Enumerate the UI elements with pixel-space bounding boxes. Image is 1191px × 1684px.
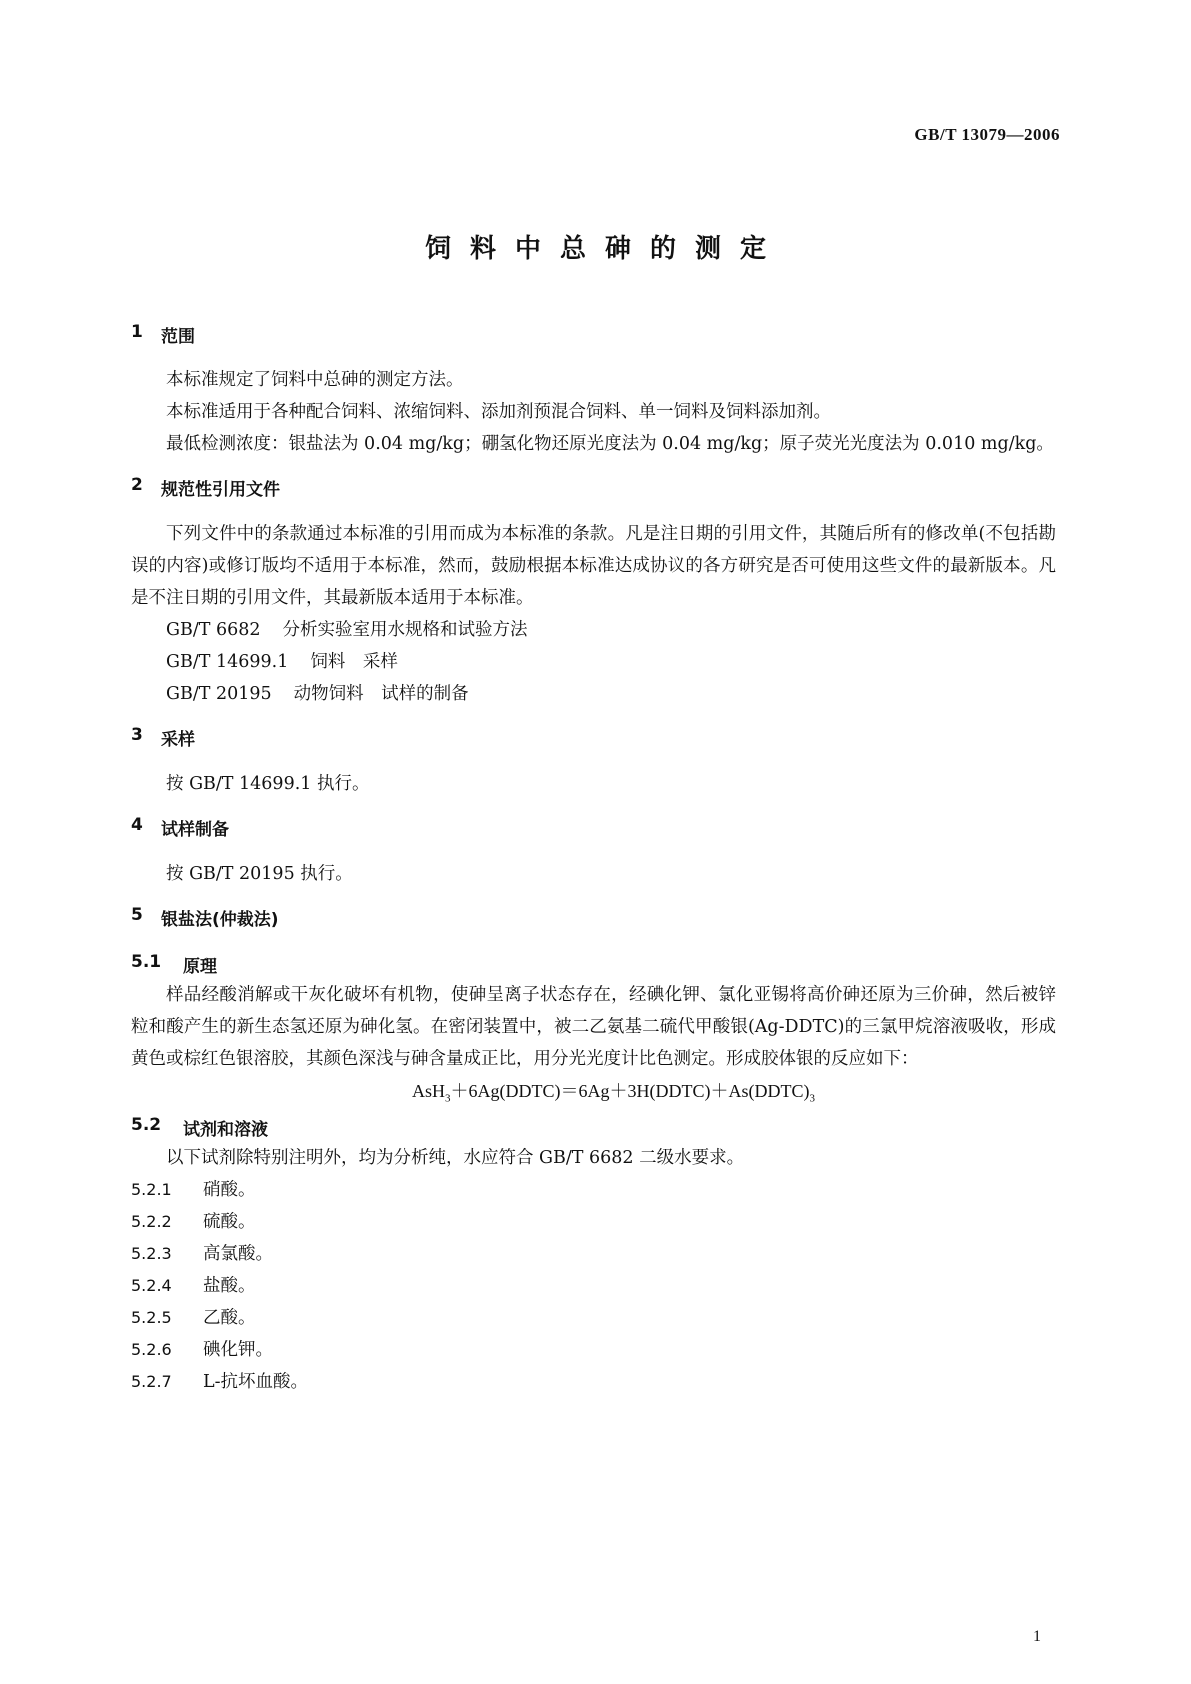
item-text: 高氯酸。 bbox=[203, 1243, 273, 1264]
section-title: 采样 bbox=[161, 730, 195, 750]
list-item bbox=[131, 1206, 1056, 1238]
formula-part: ＋6Ag(DDTC)＝6Ag＋3H(DDTC)＋As(DDTC) bbox=[450, 1081, 810, 1101]
reference-name: 动物饲料 试样的制备 bbox=[293, 684, 469, 704]
section-title: 银盐法(仲裁法) bbox=[161, 910, 279, 930]
item-text: 硝酸。 bbox=[203, 1179, 256, 1200]
paragraph: 以下试剂除特别注明外，均为分析纯，水应符合 GB/T 6682 二级水要求。 bbox=[166, 1147, 745, 1168]
reference-item bbox=[131, 678, 1056, 710]
item-text: 硫酸。 bbox=[203, 1211, 256, 1232]
section-number: 1 bbox=[131, 322, 143, 342]
list-item bbox=[131, 1270, 1056, 1302]
document-body bbox=[131, 322, 1056, 1398]
item-number: 5.2.7 bbox=[131, 1371, 172, 1391]
item-number: 5.2.4 bbox=[131, 1275, 172, 1295]
reference-item bbox=[131, 646, 1056, 678]
list-item bbox=[131, 1334, 1056, 1366]
paragraph: 按 GB/T 14699.1 执行。 bbox=[166, 774, 370, 794]
reaction-formula bbox=[131, 1075, 1056, 1115]
section-4-heading bbox=[131, 815, 1056, 840]
list-item bbox=[131, 1302, 1056, 1334]
item-text: 乙酸。 bbox=[203, 1307, 256, 1328]
section-2-heading bbox=[131, 475, 1056, 500]
formula-subscript: 3 bbox=[809, 1092, 815, 1105]
subsection-5-2-heading bbox=[131, 1115, 1056, 1140]
item-number: 5.2.6 bbox=[131, 1339, 172, 1359]
paragraph: 下列文件中的条款通过本标准的引用而成为本标准的条款。凡是注日期的引用文件，其随后所有的修改单(不包括勘误的内容)或修订版均不适用于本标准，然而，鼓励根据本标准达成协议的各方研究是否可使用这些文件的最新版本。凡是不注日期的引用文件，其最新版本适用于本标准。 bbox=[131, 524, 1056, 608]
section-number: 3 bbox=[131, 725, 143, 745]
paragraph: 按 GB/T 20195 执行。 bbox=[166, 864, 353, 884]
item-number: 5.2.2 bbox=[131, 1211, 172, 1231]
reference-code: GB/T 6682 bbox=[166, 620, 261, 640]
item-number: 5.2.5 bbox=[131, 1307, 172, 1327]
paragraph: 本标准适用于各种配合饲料、浓缩饲料、添加剂预混合饲料、单一饲料及饲料添加剂。 bbox=[166, 402, 831, 422]
subsection-title: 原理 bbox=[183, 957, 217, 977]
item-number: 5.2.1 bbox=[131, 1179, 172, 1199]
document-title: 饲料中总砷的测定 bbox=[424, 234, 785, 264]
section-3-heading bbox=[131, 725, 1056, 750]
section-number: 5 bbox=[131, 905, 143, 925]
paragraph: 最低检测浓度：银盐法为 0.04 mg/kg；硼氢化物还原光度法为 0.04 mg/kg；原子荧光光度法为 0.010 mg/kg。 bbox=[166, 434, 1054, 454]
reference-name: 分析实验室用水规格和试验方法 bbox=[282, 620, 528, 640]
section-1-heading bbox=[131, 322, 1056, 347]
list-item bbox=[131, 1238, 1056, 1270]
section-number: 2 bbox=[131, 475, 143, 495]
section-5-heading bbox=[131, 905, 1056, 930]
paragraph: 样品经酸消解或干灰化破坏有机物，使砷呈离子状态存在，经碘化钾、氯化亚锡将高价砷还原为三价砷，然后被锌粒和酸产生的新生态氢还原为砷化氢。在密闭装置中，被二乙氨基二硫代甲酸银(Ag-DDTC)的三氯甲烷溶液吸收，形成黄色或棕红色银溶胶，其颜色深浅与砷含量成正比，用分光光度计比色测定。形成胶体银的反应如下： bbox=[131, 985, 1056, 1069]
subsection-number: 5.2 bbox=[131, 1114, 162, 1135]
section-title: 规范性引用文件 bbox=[161, 480, 280, 500]
paragraph: 本标准规定了饲料中总砷的测定方法。 bbox=[166, 370, 464, 390]
section-number: 4 bbox=[131, 815, 143, 835]
list-item bbox=[131, 1174, 1056, 1206]
page-number: 1 bbox=[1033, 1628, 1041, 1645]
list-item bbox=[131, 1366, 1056, 1398]
subsection-title: 试剂和溶液 bbox=[183, 1119, 268, 1140]
item-text: L-抗坏血酸。 bbox=[203, 1371, 309, 1392]
formula-subscript: 3 bbox=[445, 1092, 451, 1105]
reference-name: 饲料 采样 bbox=[310, 652, 398, 672]
section-title: 范围 bbox=[161, 327, 195, 347]
reference-code: GB/T 20195 bbox=[166, 684, 272, 704]
subsection-number: 5.1 bbox=[131, 952, 162, 972]
item-number: 5.2.3 bbox=[131, 1243, 172, 1263]
standard-code: GB/T 13079—2006 bbox=[914, 125, 1060, 144]
reference-item bbox=[131, 614, 1056, 646]
section-title: 试样制备 bbox=[161, 820, 229, 840]
item-text: 盐酸。 bbox=[203, 1275, 256, 1296]
item-text: 碘化钾。 bbox=[203, 1339, 273, 1360]
formula-part: AsH bbox=[412, 1081, 446, 1101]
subsection-5-1-heading bbox=[131, 952, 1056, 977]
reference-code: GB/T 14699.1 bbox=[166, 652, 289, 672]
